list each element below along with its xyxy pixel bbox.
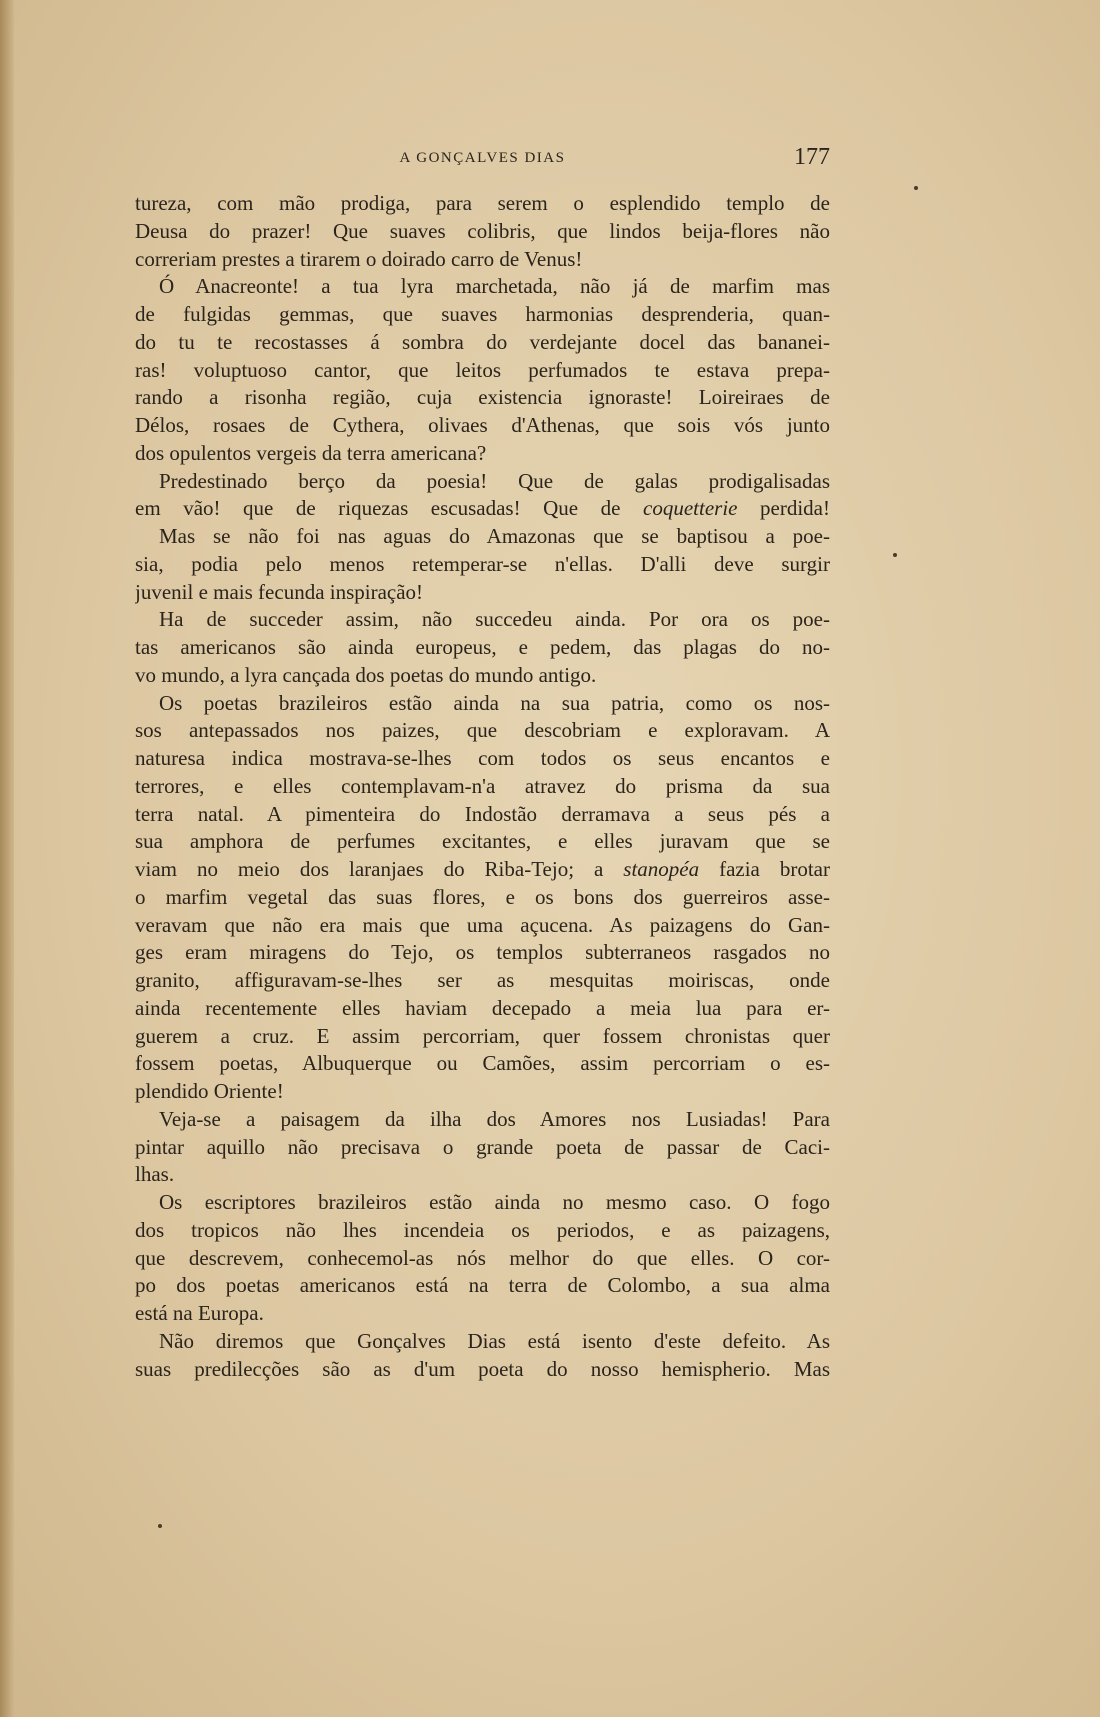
text-line: sia, podia pelo menos retemperar-se n'ellas. D'alli deve surgir — [135, 551, 830, 576]
paper-speck — [914, 186, 918, 190]
text-line: que descrevem, conhecemol-as nós melhor do que elles. O cor- — [135, 1245, 830, 1270]
text-line: plendido Oriente! — [135, 1079, 284, 1103]
text-line: Os poetas brazileiros estão ainda na sua patria, como os nos- — [159, 690, 830, 715]
text-line: de fulgidas gemmas, que suaves harmonias desprenderia, quan- — [135, 302, 830, 326]
text-line: correriam prestes a tirarem o doirado carro de Venus! — [135, 246, 583, 271]
text-line: tas americanos são ainda europeus, e pedem, das plagas do no- — [135, 635, 830, 659]
text-line: pintar aquillo não precisava o grande poeta de passar de Caci- — [135, 1134, 830, 1159]
text-line: guerem a cruz. E assim percorriam, quer fossem chronistas quer — [135, 1023, 830, 1048]
page-header — [135, 146, 830, 176]
text-line: dos opulentos vergeis da terra americana? — [135, 440, 487, 465]
text-line: Os escriptores brazileiros estão ainda no mesmo caso. O fogo — [159, 1190, 830, 1214]
text-line: suas predilecções são as d'um poeta do nosso hemispherio. Mas — [135, 1356, 830, 1381]
running-title: A GONÇALVES DIAS — [399, 150, 566, 166]
text-line: fossem poetas, Albuquerque ou Camões, assim percorriam o es- — [135, 1051, 830, 1076]
text-line: naturesa indica mostrava-se-lhes com todos os seus encantos e — [135, 746, 830, 770]
text-line: está na Europa. — [135, 1301, 264, 1325]
page-edge-shadow — [0, 0, 14, 1717]
text-line: terrores, e elles contemplavam-n'a atravez do prisma da sua — [135, 773, 830, 798]
text-line: granito, affiguravam-se-lhes ser as mesquitas moiriscas, onde — [135, 968, 830, 992]
text-line: ainda recentemente elles haviam decepado a meia lua para er- — [135, 995, 830, 1020]
body-text — [135, 190, 830, 1383]
text-line: po dos poetas americanos está na terra de Colombo, a sua alma — [135, 1273, 830, 1298]
text-line: veravam que não era mais que uma açucena. As paizagens do Gan- — [135, 912, 830, 937]
text-line: rando a risonha região, cuja existencia ignoraste! Loireiraes de — [135, 385, 830, 410]
text-line: dos tropicos não lhes incendeia os periodos, e as paizagens, — [135, 1217, 830, 1242]
paper-speck — [893, 553, 897, 557]
text-line: terra natal. A pimenteira do Indostão derramava a seus pés a — [135, 801, 830, 826]
italic-word: coquetterie — [643, 496, 738, 521]
text-line: lhas. — [135, 1162, 175, 1187]
text-line: juvenil e mais fecunda inspiração! — [135, 579, 424, 604]
page-number: 177 — [794, 144, 830, 170]
text-line: viam no meio dos laranjaes do Riba-Tejo; a stanopéa fazia brotar — [135, 857, 830, 881]
text-line: Délos, rosaes de Cythera, olivaes d'Athenas, que sois vós junto — [135, 413, 830, 437]
text-line: o marfim vegetal das suas flores, e os bons dos guerreiros asse- — [135, 884, 830, 909]
text-line: Veja-se a paisagem da ilha dos Amores nos Lusiadas! Para — [159, 1106, 830, 1131]
text-line: Ha de succeder assim, não succedeu ainda. Por ora os poe- — [159, 607, 830, 632]
paper-speck — [158, 1524, 162, 1528]
text-line: do tu te recostasses á sombra do verdejante docel das bananei- — [135, 329, 830, 354]
text-line: Predestinado berço da poesia! Que de galas prodigalisadas — [159, 468, 830, 493]
text-line: em vão! que de riquezas escusadas! Que de coquetterie perdida! — [135, 496, 830, 521]
text-line: tureza, com mão prodiga, para serem o esplendido templo de — [135, 191, 830, 215]
text-line: sos antepassados nos paizes, que descobriam e exploravam. A — [135, 718, 830, 743]
text-line: vo mundo, a lyra cançada dos poetas do mundo antigo. — [135, 662, 597, 687]
text-line: Não diremos que Gonçalves Dias está isento d'este defeito. As — [159, 1328, 830, 1353]
text-line: ges eram miragens do Tejo, os templos subterraneos rasgados no — [135, 940, 830, 965]
text-line: Mas se não foi nas aguas do Amazonas que se baptisou a poe- — [159, 524, 830, 548]
text-line: ras! voluptuoso cantor, que leitos perfumados te estava prepa- — [135, 357, 830, 382]
text-line: Ó Anacreonte! a tua lyra marchetada, não já de marfim mas — [159, 274, 830, 299]
italic-word: stanopéa — [623, 857, 700, 881]
text-line: sua amphora de perfumes excitantes, e elles juravam que se — [135, 829, 830, 854]
text-line: Deusa do prazer! Que suaves colibris, que lindos beija-flores não — [135, 218, 830, 243]
